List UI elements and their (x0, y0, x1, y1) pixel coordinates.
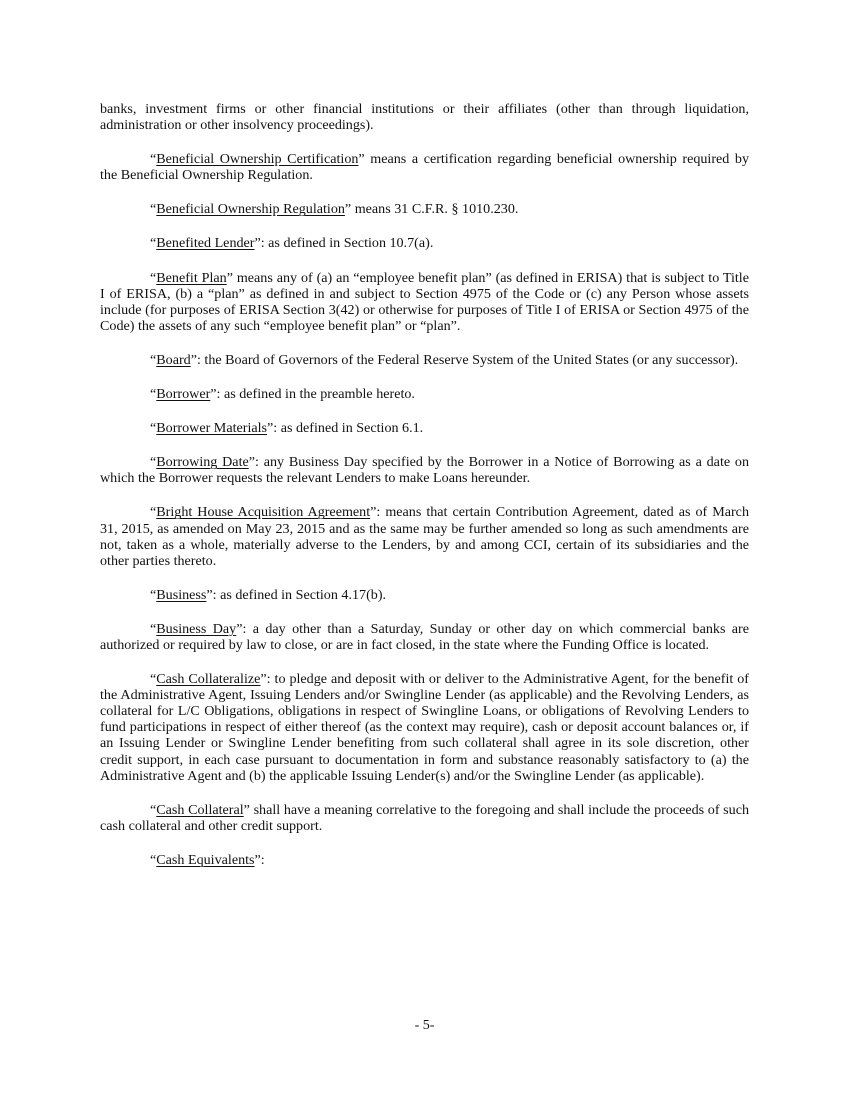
term-close-quote: ”: (236, 620, 247, 637)
defined-term: Bright House Acquisition Agreement (156, 504, 371, 521)
definition-paragraph (100, 270, 749, 334)
defined-term: Business (156, 586, 207, 603)
definition-text: a day other than a Saturday, Sunday or other day on which commercial banks are authorized or required by law to close, or are in fact closed, in the state where the Funding Office is located. (100, 620, 749, 653)
document-page (100, 101, 749, 886)
definition-text: as defined in the preamble hereto. (220, 386, 415, 403)
term-close-quote: ” (226, 269, 233, 286)
definitions-list (100, 151, 749, 868)
defined-term: Board (156, 351, 191, 368)
definition-paragraph (100, 852, 749, 868)
term-close-quote: ”: (267, 420, 278, 437)
definition-paragraph (100, 235, 749, 251)
defined-term: Cash Collateralize (156, 671, 261, 688)
definition-paragraph (100, 671, 749, 784)
definition-paragraph (100, 420, 749, 436)
defined-term: Business Day (156, 620, 237, 637)
definition-text: as defined in Section 4.17(b). (216, 586, 387, 603)
definition-text: the Board of Governors of the Federal Reserve System of the United States (or any successor). (200, 351, 739, 368)
definition-paragraph (100, 802, 749, 834)
defined-term: Beneficial Ownership Certification (156, 151, 359, 168)
definition-text: as defined in Section 6.1. (277, 420, 424, 437)
definition-paragraph (100, 151, 749, 183)
defined-term: Benefited Lender (156, 235, 255, 252)
term-close-quote: ”: (260, 671, 271, 688)
definition-text: any Business Day specified by the Borrower in a Notice of Borrowing as a date on which the Borrower requests the relevant Lenders to make Loans hereunder. (100, 454, 750, 487)
definition-paragraph (100, 621, 749, 653)
defined-term: Borrower (156, 386, 211, 403)
term-close-quote: ”: (254, 235, 265, 252)
term-close-quote: ”: (190, 351, 201, 368)
definition-text: means 31 C.F.R. § 1010.230. (351, 201, 519, 218)
definition-paragraph (100, 504, 749, 568)
term-close-quote: ”: (206, 586, 217, 603)
defined-term: Borrowing Date (156, 454, 249, 471)
open-quote: “ (150, 235, 157, 252)
open-quote: “ (150, 851, 157, 868)
open-quote: “ (150, 620, 157, 637)
intro-paragraph: banks, investment firms or other financial institutions or their affiliates (other than through liquidation, administration or other insolvency proceedings). (100, 101, 749, 134)
term-close-quote: ” (243, 801, 250, 818)
term-close-quote: ”: (248, 454, 259, 471)
definition-text: means that certain Contribution Agreement, dated as of March 31, 2015, as amended on May 23, 2015 and as the same may be further amended so long as such amendments are not, taken as a whole, materially adverse to the Lenders, by and among CCI, certain of its subsidiaries and the other parties thereto. (100, 504, 749, 569)
term-close-quote: ”: (370, 504, 381, 521)
open-quote: “ (150, 269, 157, 286)
open-quote: “ (150, 386, 157, 403)
page-number: - 5- (414, 1018, 435, 1033)
defined-term: Cash Collateral (156, 801, 244, 818)
open-quote: “ (150, 504, 157, 521)
definition-text: shall have a meaning correlative to the foregoing and shall include the proceeds of such cash collateral and other credit support. (100, 801, 750, 834)
defined-term: Beneficial Ownership Regulation (156, 201, 345, 218)
definition-paragraph (100, 454, 749, 486)
open-quote: “ (150, 671, 157, 688)
defined-term: Cash Equivalents (156, 851, 255, 868)
open-quote: “ (150, 801, 157, 818)
open-quote: “ (150, 351, 157, 368)
definition-paragraph (100, 352, 749, 368)
open-quote: “ (150, 454, 157, 471)
open-quote: “ (150, 151, 157, 168)
term-close-quote: ”: (254, 851, 265, 868)
term-close-quote: ”: (210, 386, 221, 403)
defined-term: Borrower Materials (156, 420, 268, 437)
definition-text: as defined in Section 10.7(a). (264, 235, 434, 252)
definition-text: means a certification regarding beneficial ownership required by the Beneficial Ownership Regulation. (100, 151, 749, 184)
open-quote: “ (150, 201, 157, 218)
defined-term: Benefit Plan (156, 269, 227, 286)
definition-text: to pledge and deposit with or deliver to the Administrative Agent, for the benefit of the Administrative Agent, Issuing Lenders and/or Swingline Lender (as applicable) and the Revolving Lenders, as collateral for L/C Obligations, obligations in respect of Swingline Loans, or obligations of Revolving Lenders to fund participations in respect of either thereof (as the context may require), cash or deposit account balances or, if an Issuing Lender or Swingline Lender benefiting from such collateral shall agree in its sole discretion, other credit support, in each case pursuant to documentation in form and substance reasonably satisfactory to (a) the Administrative Agent and (b) the applicable Issuing Lender(s) and/or the Swingline Lender (as applicable). (100, 671, 749, 784)
open-quote: “ (150, 420, 157, 437)
term-close-quote: ” (358, 151, 365, 168)
definition-text: means any of (a) an “employee benefit plan” (as defined in ERISA) that is subject to Title I of ERISA, (b) a “plan” as defined in and subject to Section 4975 of the Code or (c) any Person whose assets include (for purposes of ERISA Section 3(42) or otherwise for purposes of Title I of ERISA or Section 4975 of the Code) the assets of any such “employee benefit plan” or “plan”. (100, 269, 749, 334)
definition-paragraph (100, 201, 749, 217)
open-quote: “ (150, 586, 157, 603)
term-close-quote: ” (344, 201, 352, 218)
definition-paragraph (100, 587, 749, 603)
definition-paragraph (100, 386, 749, 402)
